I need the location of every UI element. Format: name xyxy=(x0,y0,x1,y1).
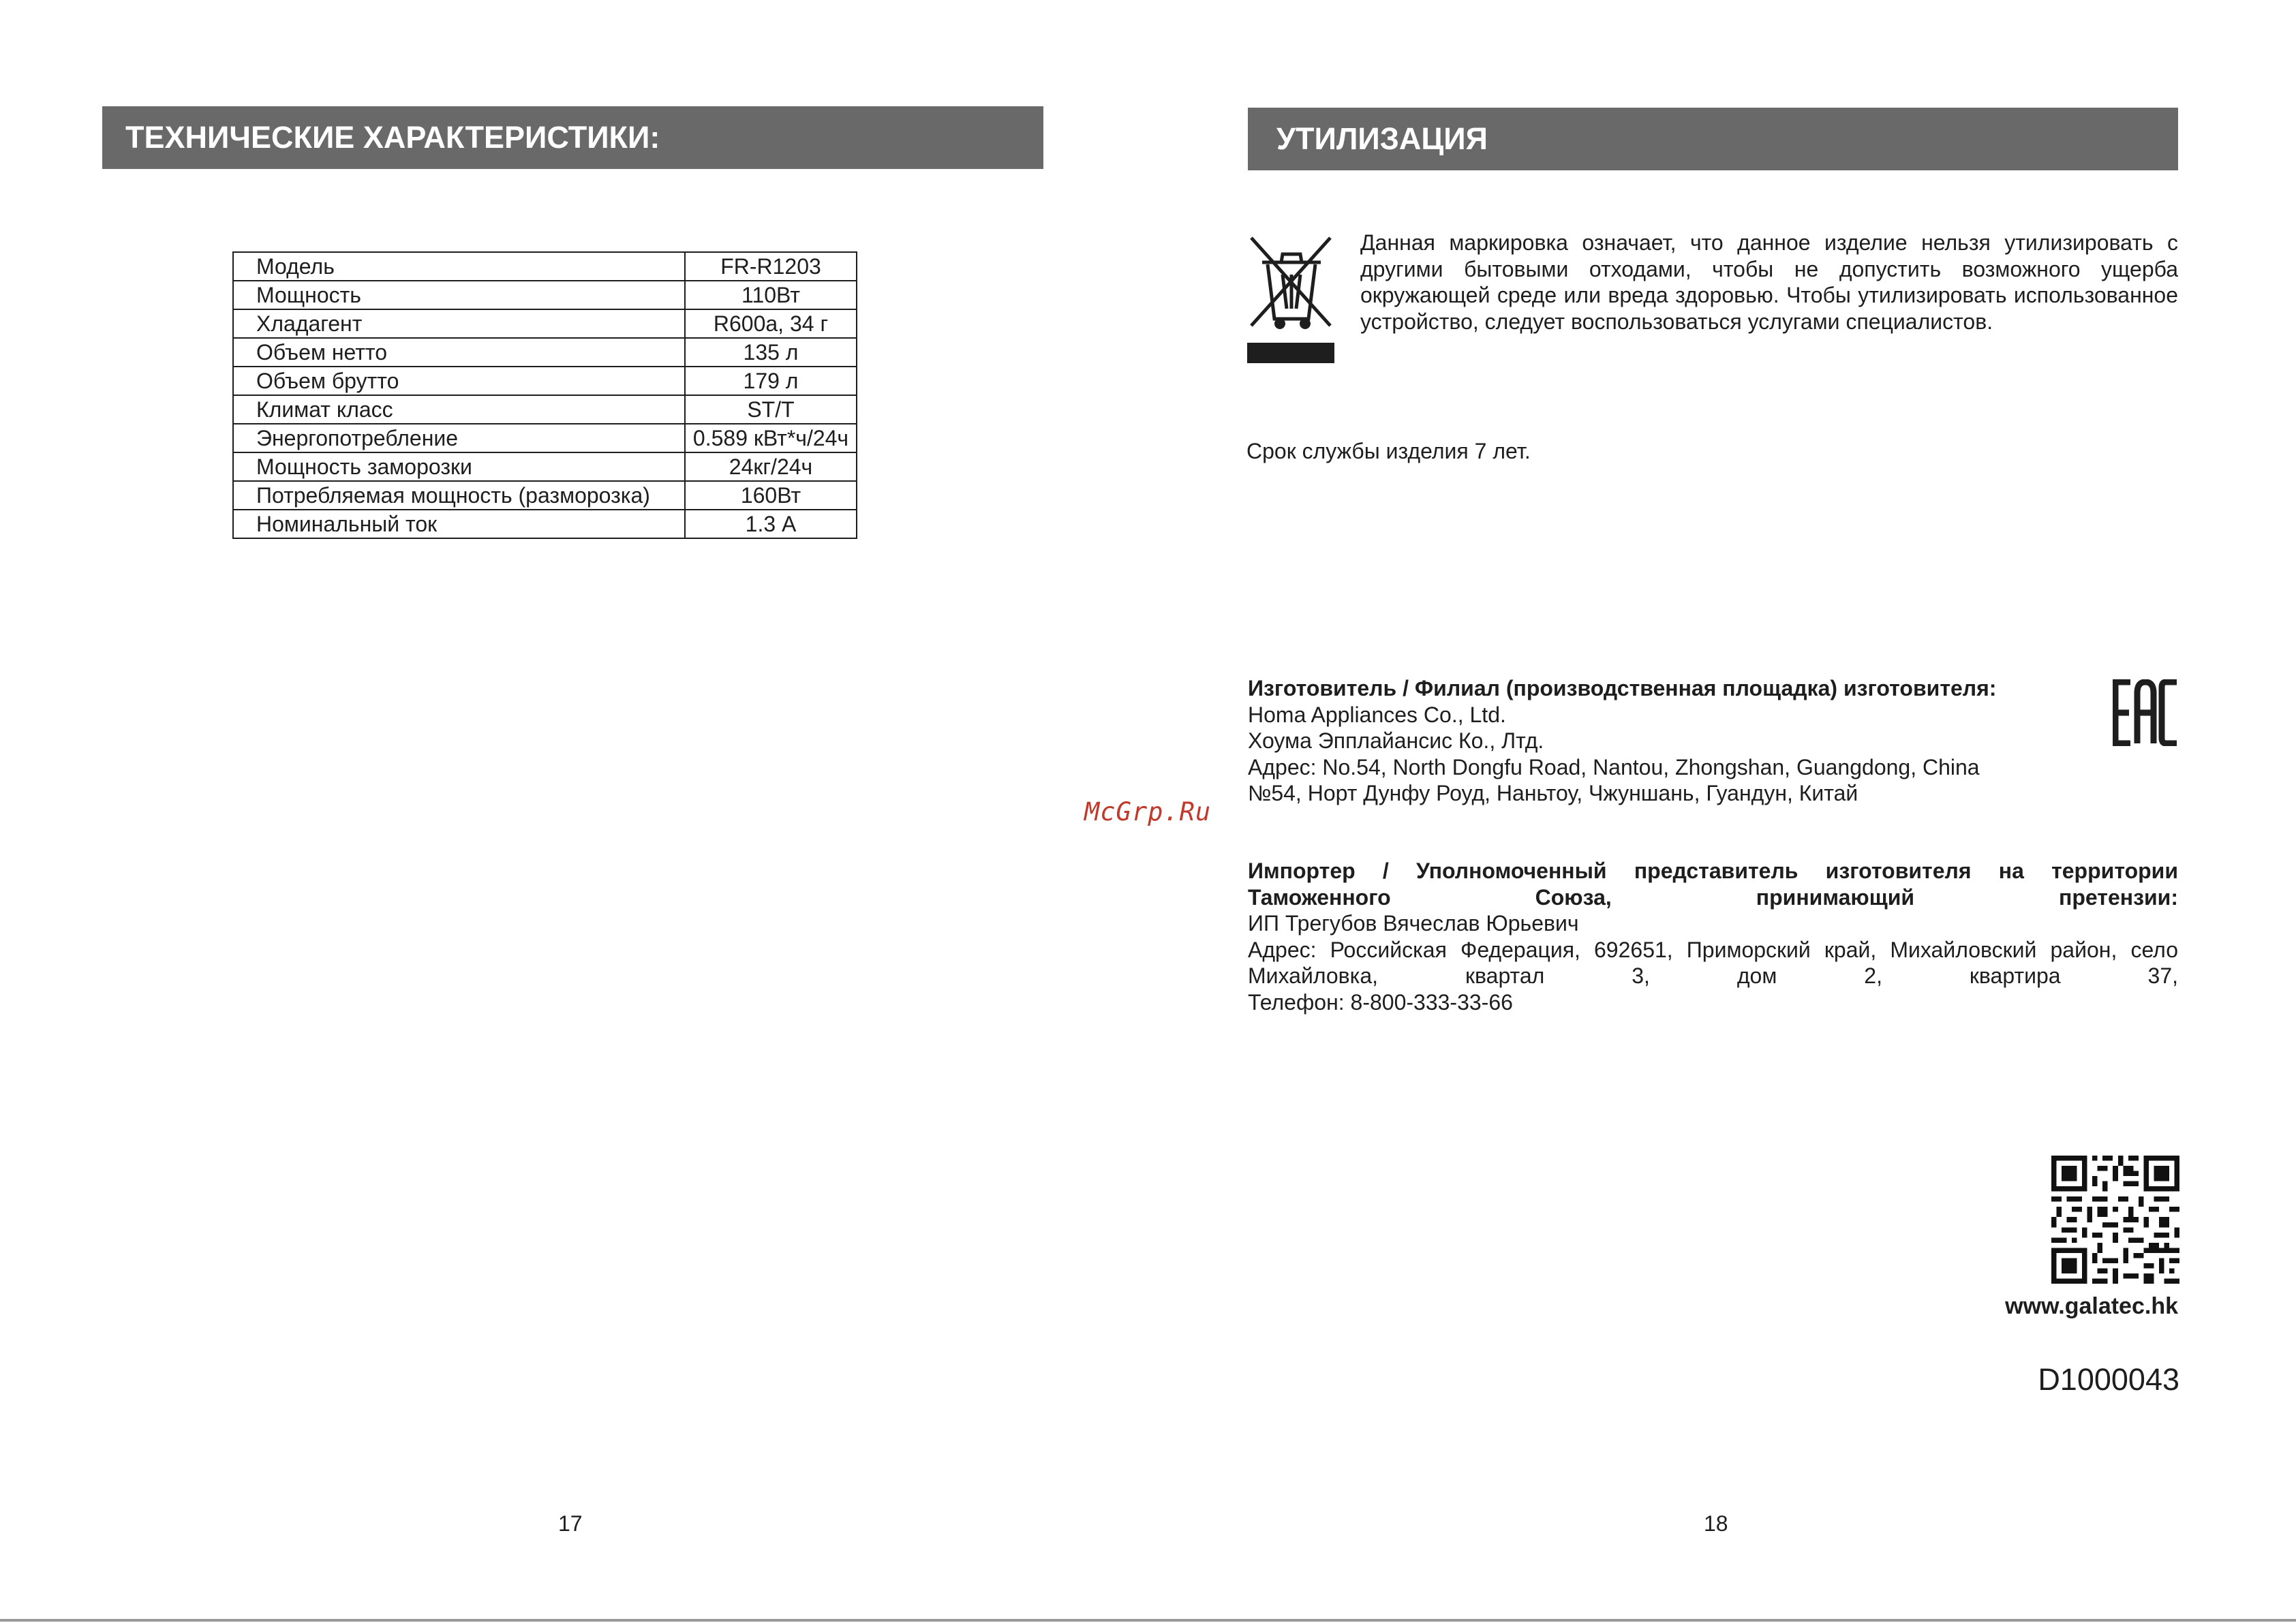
spec-value: FR-R1203 xyxy=(685,252,857,281)
spec-value: 160Вт xyxy=(685,481,857,510)
spec-label: Хладагент xyxy=(233,309,685,338)
manufacturer-heading: Изготовитель / Филиал (производственная площадка) изготовителя: xyxy=(1248,676,1997,700)
spec-row xyxy=(233,481,857,510)
manufacturer-line: Адрес: No.54, North Dongfu Road, Nantou, Zhongshan, Guangdong, China xyxy=(1248,754,1980,779)
page-number-right: 18 xyxy=(1704,1511,1728,1536)
spec-value: ST/T xyxy=(685,395,857,424)
importer-heading: Импортер / Уполномоченный представитель изготовителя на территории Таможенного Союза, принимающий претензии: xyxy=(1248,859,2178,910)
watermark: McGrp.Ru xyxy=(1084,797,1212,826)
spec-value: 135 л xyxy=(685,338,857,367)
eac-mark-icon xyxy=(2113,679,2178,746)
spec-label: Мощность заморозки xyxy=(233,452,685,481)
crossed-bin-icon xyxy=(1247,234,1334,363)
spec-table xyxy=(232,251,857,539)
spec-label: Энергопотребление xyxy=(233,424,685,452)
spec-label: Объем брутто xyxy=(233,367,685,395)
service-life-text: Срок службы изделия 7 лет. xyxy=(1246,439,1531,463)
spec-label: Климат класс xyxy=(233,395,685,424)
spec-value: 1.3 А xyxy=(685,510,857,538)
spec-row xyxy=(233,281,857,309)
disposal-text: Данная маркировка означает, что данное изделие нельзя утилизировать с другими бытовыми отходами, чтобы не допустить возможного ущерба окружающей среде или вреда здоровью. Чтобы утилизировать использованное устройство, следует воспользоваться услугами специалистов. xyxy=(1360,230,2178,334)
spec-row xyxy=(233,309,857,338)
spec-row xyxy=(233,452,857,481)
qr-code xyxy=(2051,1156,2179,1284)
manufacturer-line: Homa Appliances Co., Ltd. xyxy=(1248,702,1506,727)
spec-row xyxy=(233,338,857,367)
spec-value: 0.589 кВт*ч/24ч xyxy=(685,424,857,452)
page-number-left: 17 xyxy=(558,1511,583,1536)
spec-label: Объем нетто xyxy=(233,338,685,367)
importer-name: ИП Трегубов Вячеслав Юрьевич xyxy=(1248,911,1579,936)
importer-address: Адрес: Российская Федерация, 692651, Приморский край, Михайловский район, село Михайловка, квартал 3, дом 2, квартира 37, xyxy=(1248,937,2178,988)
spec-row xyxy=(233,367,857,395)
spec-section-header: ТЕХНИЧЕСКИЕ ХАРАКТЕРИСТИКИ: xyxy=(102,106,1043,169)
spec-label: Мощность xyxy=(233,281,685,309)
spec-row xyxy=(233,510,857,538)
importer-phone: Телефон: 8-800-333-33-66 xyxy=(1248,989,1513,1015)
manufacturer-line: №54, Норт Дунфу Роуд, Наньтоу, Чжуншань, Гуандун, Китай xyxy=(1248,781,1858,805)
spec-row xyxy=(233,424,857,452)
disposal-section-header: УТИЛИЗАЦИЯ xyxy=(1248,108,2178,170)
bottom-divider xyxy=(0,1619,2296,1622)
website-link[interactable]: www.galatec.hk xyxy=(2005,1293,2178,1319)
spec-value: R600a, 34 г xyxy=(685,309,857,338)
spec-label: Модель xyxy=(233,252,685,281)
spec-row xyxy=(233,252,857,281)
importer-block xyxy=(1248,858,2178,1015)
document-code: D1000043 xyxy=(2038,1362,2179,1397)
spec-label: Номинальный ток xyxy=(233,510,685,538)
spec-row xyxy=(233,395,857,424)
manufacturer-line: Хоума Эпплайансис Ко., Лтд. xyxy=(1248,728,1544,753)
spec-label: Потребляемая мощность (разморозка) xyxy=(233,481,685,510)
spec-value: 110Вт xyxy=(685,281,857,309)
spec-value: 24кг/24ч xyxy=(685,452,857,481)
manufacturer-block xyxy=(1248,675,2066,807)
spec-value: 179 л xyxy=(685,367,857,395)
